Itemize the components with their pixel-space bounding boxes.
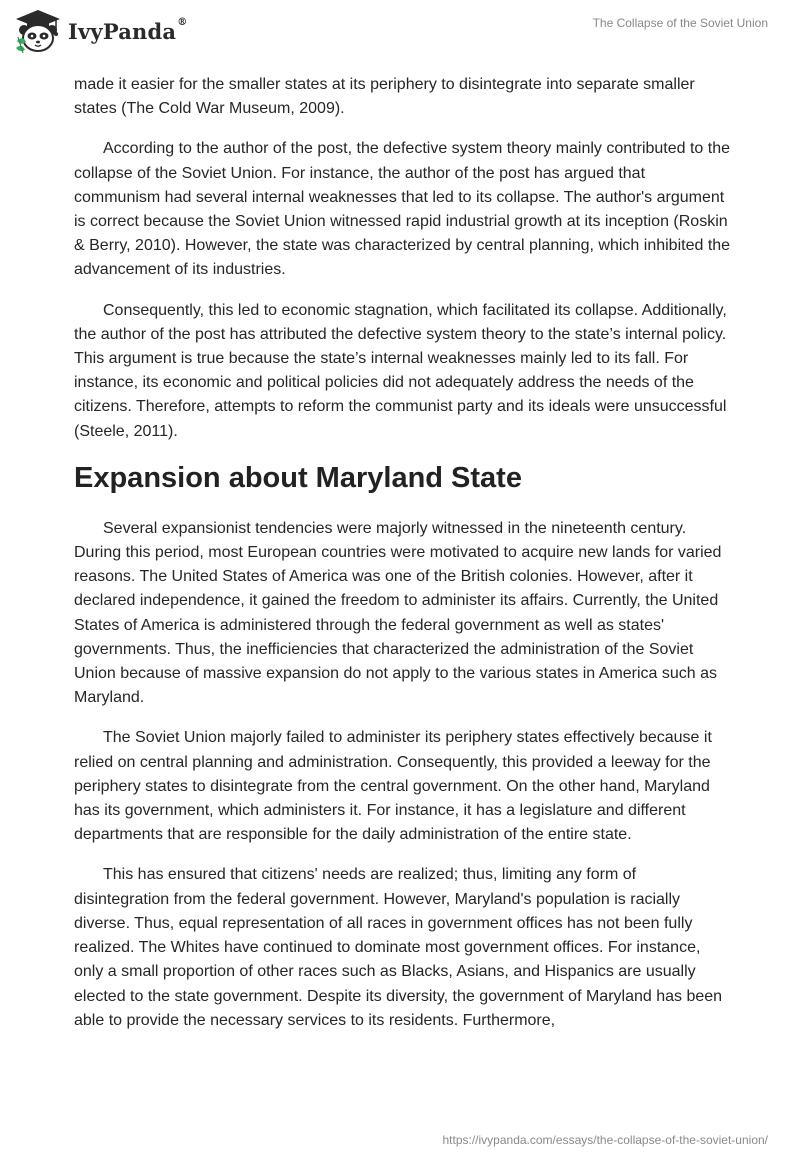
paragraph-central-planning: The Soviet Union majorly failed to administer its periphery states effectively because it relied on central planning and administration. Consequently, this provided a leeway for the periphery states to disintegrate from the central government. On the other hand, Maryland has its government, which administers it. For instance, it has a legislature and different departments that are responsible for the daily administration of the entire state. xyxy=(74,729,712,844)
paragraph-defective-system: According to the author of the post, the defective system theory mainly contributed to the collapse of the Soviet Union. For instance, the author of the post has argued that communism had several internal weaknesses that led to its collapse. The author's argument is correct because the Soviet Union witnessed rapid industrial growth at its inception (Roskin & Berry, 2010). However, the state was characterized by central planning, which inhibited the advancement of its industries. xyxy=(74,140,731,279)
paragraph-citizens-needs: This has ensured that citizens' needs are realized; thus, limiting any form of disintegration from the federal government. However, Maryland's population is racially diverse. Thus, equal representation of all races in government offices has not been fully realized. The Whites have continued to dominate most government offices. For instance, only a small proportion of other races such as Blacks, Asians, and Hispanics are usually elected to the state government. Despite its diversity, the government of Maryland has been able to provide the necessary services to its residents. Furthermore, xyxy=(74,866,723,1029)
source-url[interactable]: https://ivypanda.com/essays/the-collapse-of-the-soviet-union/ xyxy=(442,1133,768,1147)
ivypanda-logo[interactable] xyxy=(14,8,187,54)
paragraph-continuation: made it easier for the smaller states at its periphery to disintegrate into separate smaller states (The Cold War Museum, 2009). xyxy=(74,76,695,118)
section-heading: Expansion about Maryland State xyxy=(74,461,522,494)
page-header xyxy=(0,0,800,66)
brand-name-text: IvyPanda xyxy=(68,18,177,44)
panda-graduate-logo-icon xyxy=(14,8,62,54)
paragraph-economic-stagnation: Consequently, this led to economic stagnation, which facilitated its collapse. Additionally, the author of the post has attributed the defective system theory to the state’s internal policy. This argument is true because the state’s internal weaknesses mainly led to its fall. For instance, its economic and political policies did not adequately address the needs of the citizens. Therefore, attempts to reform the communist party and its ideals were unsuccessful (Steele, 2011). xyxy=(74,301,727,440)
paragraph-expansionist-tendencies: Several expansionist tendencies were majorly witnessed in the nineteenth century. During this period, most European countries were motivated to acquire new lands for varied reasons. The United States of America was one of the British colonies. However, after it declared independence, it gained the freedom to administer its affairs. Currently, the United States of America is administered through the federal government as well as states' governments. Thus, the inefficiencies that characterized the administration of the Soviet Union because of massive expansion do not apply to the various states in America such as Maryland. xyxy=(74,519,722,707)
registered-mark: ® xyxy=(177,16,188,28)
document-title: The Collapse of the Soviet Union xyxy=(592,16,768,30)
essay-content xyxy=(74,73,734,1049)
brand-name xyxy=(68,16,188,44)
